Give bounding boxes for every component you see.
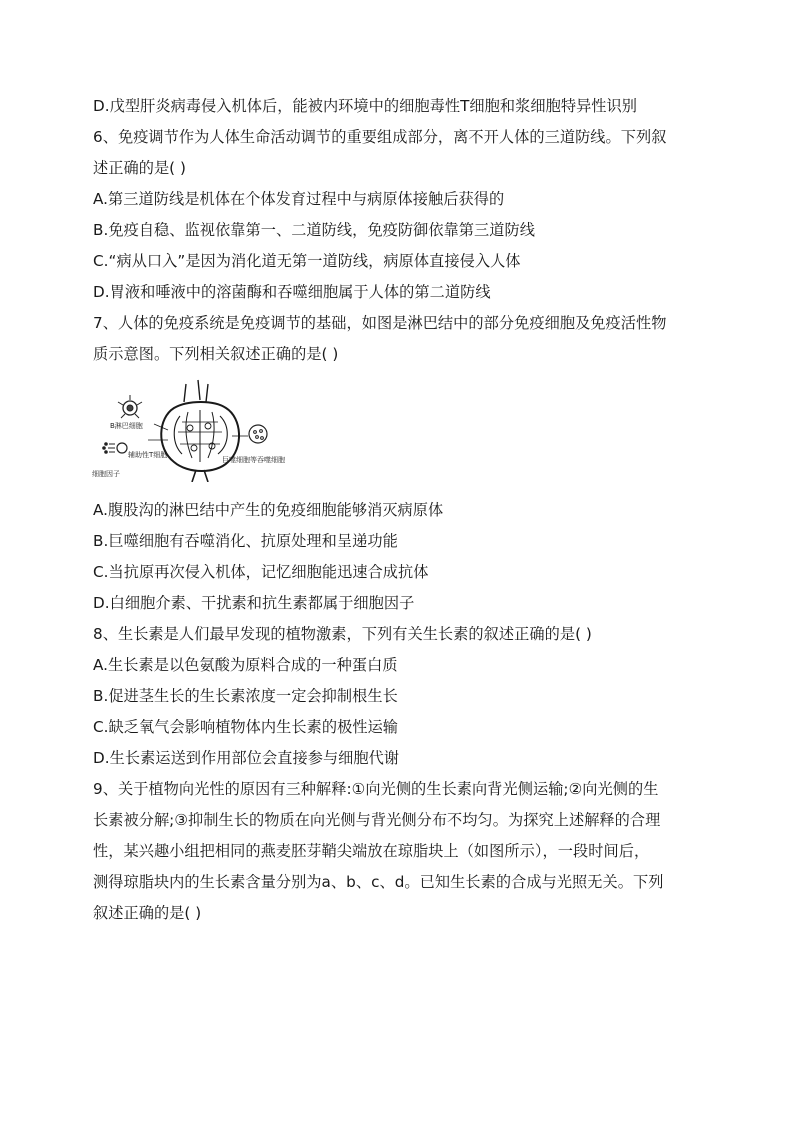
question-8-option-b: B.促进茎生长的生长素浓度一定会抑制根生长 [93, 687, 398, 705]
macrophage-icon [249, 425, 267, 443]
lymph-node-figure [88, 378, 300, 482]
question-7-stem: 7、人体的免疫系统是免疫调节的基础，如图是淋巴结中的部分免疫细胞及免疫活性物 [93, 314, 667, 332]
question-8-option-c: C.缺乏氧气会影响植物体内生长素的极性运输 [93, 718, 399, 736]
question-7-stem-cont: 质示意图。下列相关叙述正确的是( ) [93, 345, 339, 363]
question-7-option-a: A.腹股沟的淋巴结中产生的免疫细胞能够消灭病原体 [93, 501, 444, 519]
label-b-cell: B淋巴细胞 [110, 422, 143, 430]
question-6-option-c: C.“病从口入”是因为消化道无第一道防线，病原体直接侵入人体 [93, 252, 521, 270]
question-9-stem-cont-2: 性，某兴趣小组把相同的燕麦胚芽鞘尖端放在琼脂块上（如图所示），一段时间后， [93, 842, 650, 860]
text-line-q5-option-d: D.戊型肝炎病毒侵入机体后，能被内环境中的细胞毒性T细胞和浆细胞特异性识别 [93, 97, 638, 115]
question-6-option-d: D.胃液和唾液中的溶菌酶和吞噬细胞属于人体的第二道防线 [93, 283, 491, 301]
helper-t-cell-icon [103, 443, 127, 454]
b-cell-icon [118, 395, 142, 418]
label-macrophage: 巨噬细胞等吞噬细胞 [222, 456, 285, 464]
question-8-option-d: D.生长素运送到作用部位会直接参与细胞代谢 [93, 749, 400, 767]
question-6-stem: 6、免疫调节作为人体生命活动调节的重要组成部分，离不开人体的三道防线。下列叙 [93, 128, 667, 146]
label-helper-t-cell: 辅助性T细胞 [128, 451, 168, 459]
question-6-option-a: A.第三道防线是机体在个体发育过程中与病原体接触后获得的 [93, 190, 505, 208]
question-8-option-a: A.生长素是以色氨酸为原料合成的一种蛋白质 [93, 656, 398, 674]
question-8-stem: 8、生长素是人们最早发现的植物激素，下列有关生长素的叙述正确的是( ) [93, 625, 592, 643]
question-7-option-d: D.白细胞介素、干扰素和抗生素都属于细胞因子 [93, 594, 415, 612]
lymph-node-icon [148, 380, 248, 482]
label-cytokine: 细胞因子 [92, 470, 120, 478]
question-6-option-b: B.免疫自稳、监视依靠第一、二道防线，免疫防御依靠第三道防线 [93, 221, 535, 239]
question-9-stem-cont-3: 测得琼脂块内的生长素含量分别为a、b、c、d。已知生长素的合成与光照无关。下列 [93, 873, 664, 891]
question-9-stem-cont-4: 叙述正确的是( ) [93, 904, 202, 922]
question-9-stem: 9、关于植物向光性的原因有三种解释:①向光侧的生长素向背光侧运输;②向光侧的生 [93, 780, 659, 798]
question-7-option-b: B.巨噬细胞有吞噬消化、抗原处理和呈递功能 [93, 532, 398, 550]
question-9-stem-cont-1: 长素被分解;③抑制生长的物质在向光侧与背光侧分布不均匀。为探究上述解释的合理 [93, 811, 661, 829]
question-7-option-c: C.当抗原再次侵入机体，记忆细胞能迅速合成抗体 [93, 563, 429, 581]
question-6-stem-cont: 述正确的是( ) [93, 159, 187, 177]
